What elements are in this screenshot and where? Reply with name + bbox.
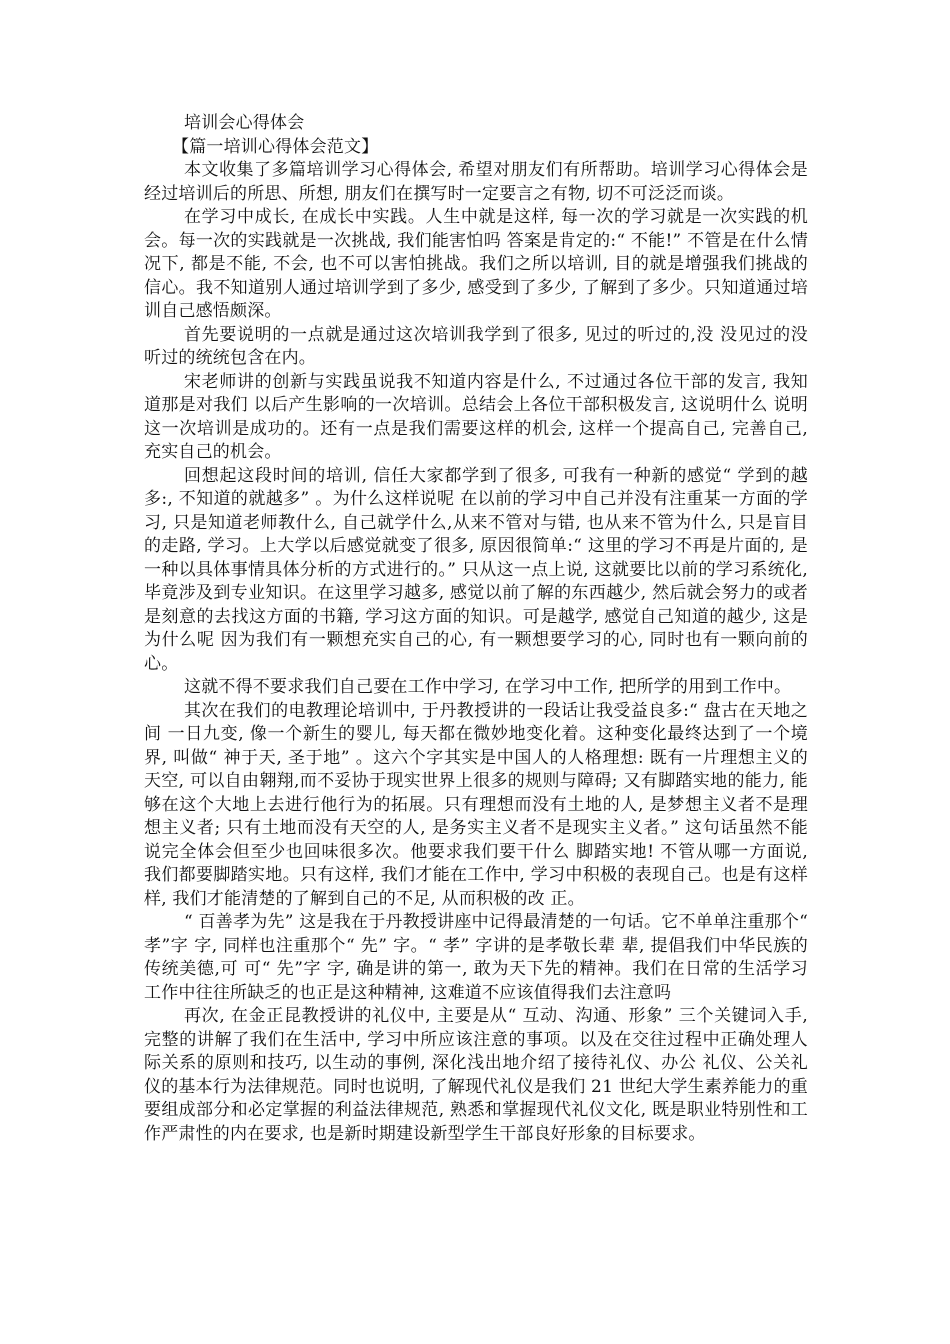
paragraph-filial-piety: “ 百善孝为先” 这是我在于丹教授讲座中记得最清楚的一句话。它不单单注重那个“ 孝”字 字, 同样也注重那个“ 先” 字。“ 孝” 字讲的是孝敬长辈 辈, 提倡我们中华民族的传统美德,可 可“ 先”字 字, 确是讲的第一, 敢为天下先的精神。我们在日常的生活学习工作中往往所缺乏的也正是这种精神, 这难道不应该值得我们去注意吗 bbox=[144, 912, 808, 1003]
paragraph-etiquette: 再次, 在金正昆教授讲的礼仪中, 主要是从“ 互动、沟通、形象” 三个关键词入手, 完整的讲解了我们在生活中, 学习中所应该注意的事项。以及在交往过程中正确处理人际关系的原则和技巧, 以生动的事例, 深化浅出地介绍了接待礼仪、办公 礼仪、公关礼仪的基本行为法律规范。同时也说明, 了解现代礼仪是我们 21 世纪大学生素养能力的重要组成部分和必定掌握的利益法律规范, 熟悉和掌握现代礼仪文化, 既是职业特别性和工作严肃性的内在要求, 也是新时期建设新型学生干部良好形象的目标要求。 bbox=[144, 1006, 808, 1144]
document-title: 培训会心得体会 bbox=[184, 113, 305, 133]
document-page bbox=[144, 112, 808, 1146]
paragraph-yu-dan: 其次在我们的电教理论培训中, 于丹教授讲的一段话让我受益良多:“ 盘古在天地之间 一日九变, 像一个新生的婴儿, 每天都在微妙地变化着。这种变化最终达到了一个境界, 叫做“ 神于天, 圣于地” 。这六个字其实是中国人的人格理想: 既有一片理想主义的天空, 可以自由翱翔,而不妥协于现实世界上很多的规则与障碍; 又有脚踏实地的能力, 能够在这个大地上去进行他行为的拓展。只有理想而没有土地的人, 是梦想主义者不是理想主义者; 只有土地而没有天空的人, 是务实主义者不是现实主义者。” 这句话虽然不能说完全体会但至少也回味很多次。他要求我们要干什么 脚踏实地! 不管从哪一方面说, 我们都要脚踏实地。只有这样, 我们才能在工作中, 学习中积极的表现自己。也是有这样 样, 我们才能清楚的了解到自己的不足, 从而积极的改 正。 bbox=[144, 700, 808, 909]
paragraph-work-study: 这就不得不要求我们自己要在工作中学习, 在学习中工作, 把所学的用到工作中。 bbox=[184, 677, 792, 697]
paragraph-growth: 在学习中成长, 在成长中实践。人生中就是这样, 每一次的学习就是一次实践的机会。每一次的实践就是一次挑战, 我们能害怕吗 答案是肯定的:“ 不能!” 不管是在什么情况下, 都是不能, 不会, 也不可以害怕挑战。我们之所以培训, 目的就是增强我们挑战的信心。我不知道别人通过培训学到了多少, 感受到了多少, 了解到了多少。只知道通过培训自己感悟颇深。 bbox=[144, 207, 808, 321]
paragraph-learned: 首先要说明的一点就是通过这次培训我学到了很多, 见过的听过的,没 没见过的没听过的统统包含在内。 bbox=[144, 324, 808, 368]
paragraph-reflection: 回想起这段时间的培训, 信任大家都学到了很多, 可我有一种新的感觉“ 学到的越多:, 不知道的就越多” 。为什么这样说呢 在以前的学习中自己并没有注重某一方面的学习, 只是知道老师教什么, 自己就学什么,从来不管对与错, 也从来不管为什么, 只是盲目的走路, 学习。上大学以后感觉就变了很多, 原因很简单:“ 这里的学习不再是片面的, 是一种以具体事情具体分析的方式进行的。” 只从这一点上说, 这就要比以前的学习系统化, 毕竟涉及到专业知识。在这里学习越多, 感觉以前了解的东西越少, 然后就会努力的或者是刻意的去找这方面的书籍, 学习这方面的知识。可是越学, 感觉自己知道的越少, 这是为什么呢 因为我们有一颗想充实自己的心, 有一颗想要学习的心, 同时也有一颗向前的心。 bbox=[144, 465, 808, 674]
document-subtitle: 【篇一培训心得体会范文】 bbox=[172, 136, 379, 157]
paragraph-innovation: 宋老师讲的创新与实践虽说我不知道内容是什么, 不过通过各位干部的发言, 我知道那是对我们 以后产生影响的一次培训。总结会上各位干部积极发言, 这说明什么 说明这一次培训是成功的。还有一点是我们需要这样的机会, 这样一个提高自己, 完善自己, 充实自己的机会。 bbox=[144, 371, 808, 462]
paragraph-intro: 本文收集了多篇培训学习心得体会, 希望对朋友们有所帮助。培训学习心得体会是经过培训后的所思、所想, 朋友们在撰写时一定要言之有物, 切不可泛泛而谈。 bbox=[144, 160, 808, 204]
